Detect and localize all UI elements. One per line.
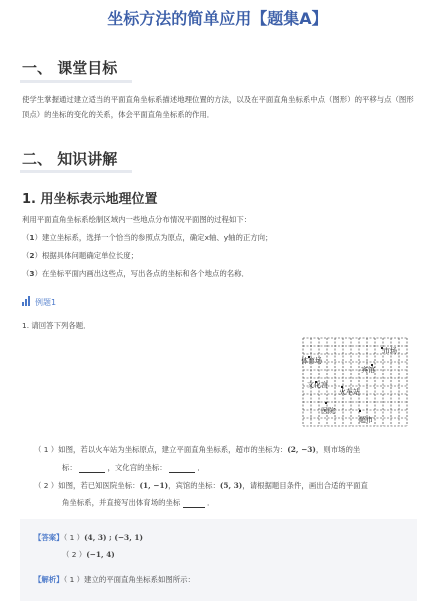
step-3: （3）在坐标平面内画出这些点，写出各点的坐标和各个地点的名称． bbox=[22, 269, 249, 278]
analysis-line: 【解析】（ 1 ）建立的平面直角坐标系如图所示： bbox=[34, 575, 195, 584]
map-label-train: 火车站 bbox=[339, 388, 360, 396]
map-label-market: 市场 bbox=[383, 347, 397, 355]
heading-underline bbox=[20, 80, 132, 83]
subquestion-2-blank: 角坐标系，并直接写出体育场的坐标 ． bbox=[62, 498, 215, 507]
heading-underline bbox=[20, 170, 132, 173]
map-label-stadium: 体育场 bbox=[301, 357, 322, 365]
page-title: 坐标方法的简单应用【题集A】 bbox=[107, 9, 328, 28]
subquestion-1: （ 1 ）如图，若以火车站为坐标原点，建立平面直角坐标系，超市的坐标为：(2, −3)，则市场的坐 bbox=[34, 445, 361, 454]
answer-line-1: 【答案】（ 1 ）(4, 3) ; (−3, 1) bbox=[34, 533, 143, 542]
answer-blank[interactable] bbox=[183, 499, 205, 508]
map-label-hospital: 医院 bbox=[321, 407, 335, 415]
subsection-heading: 1. 用坐标表示地理位置 bbox=[22, 192, 158, 207]
map-label-culture: 文化宫 bbox=[307, 381, 328, 389]
section-heading-goals: 一、 课堂目标 bbox=[22, 59, 118, 77]
answer-blank[interactable] bbox=[169, 464, 195, 473]
map-label-supermarket: 超市 bbox=[359, 416, 373, 424]
map-grid bbox=[301, 336, 409, 428]
subsection-intro: 利用平面直角坐标系绘制区域内一些地点分布情况平面图的过程如下： bbox=[22, 215, 252, 224]
answer-blank[interactable] bbox=[79, 464, 105, 473]
section-heading-knowledge: 二、 知识讲解 bbox=[22, 150, 118, 168]
example-question: 1. 请回答下列各题． bbox=[22, 321, 91, 330]
subquestion-2: （ 2 ）如图，若已知医院坐标：(1, −1)，宾馆的坐标：(5, 3)，请根据题目条件，画出合适的平面直 bbox=[34, 481, 368, 490]
answer-line-2: （ 2 ）(−1, 4) bbox=[62, 550, 115, 559]
answer-box bbox=[20, 519, 417, 601]
step-2: （2）根据具体问题确定单位长度； bbox=[22, 251, 139, 260]
bar-chart-icon bbox=[22, 296, 31, 308]
goals-text: 使学生掌握通过建立适当的平面直角坐标系描述地理位置的方法，以及在平面直角坐标系中点（图形）的平移与点（图形顶点）的坐标的变化的关系，体会平面直角坐标系的作用． bbox=[22, 95, 414, 119]
step-1: （1）建立坐标系，选择一个恰当的参照点为原点，确定x轴、y轴的正方向； bbox=[22, 233, 273, 242]
subquestion-1-blanks: 标： ，文化宫的坐标： ． bbox=[62, 463, 205, 472]
example-label: 例题1 bbox=[22, 296, 56, 308]
map-label-hotel: 宾馆 bbox=[361, 366, 375, 374]
